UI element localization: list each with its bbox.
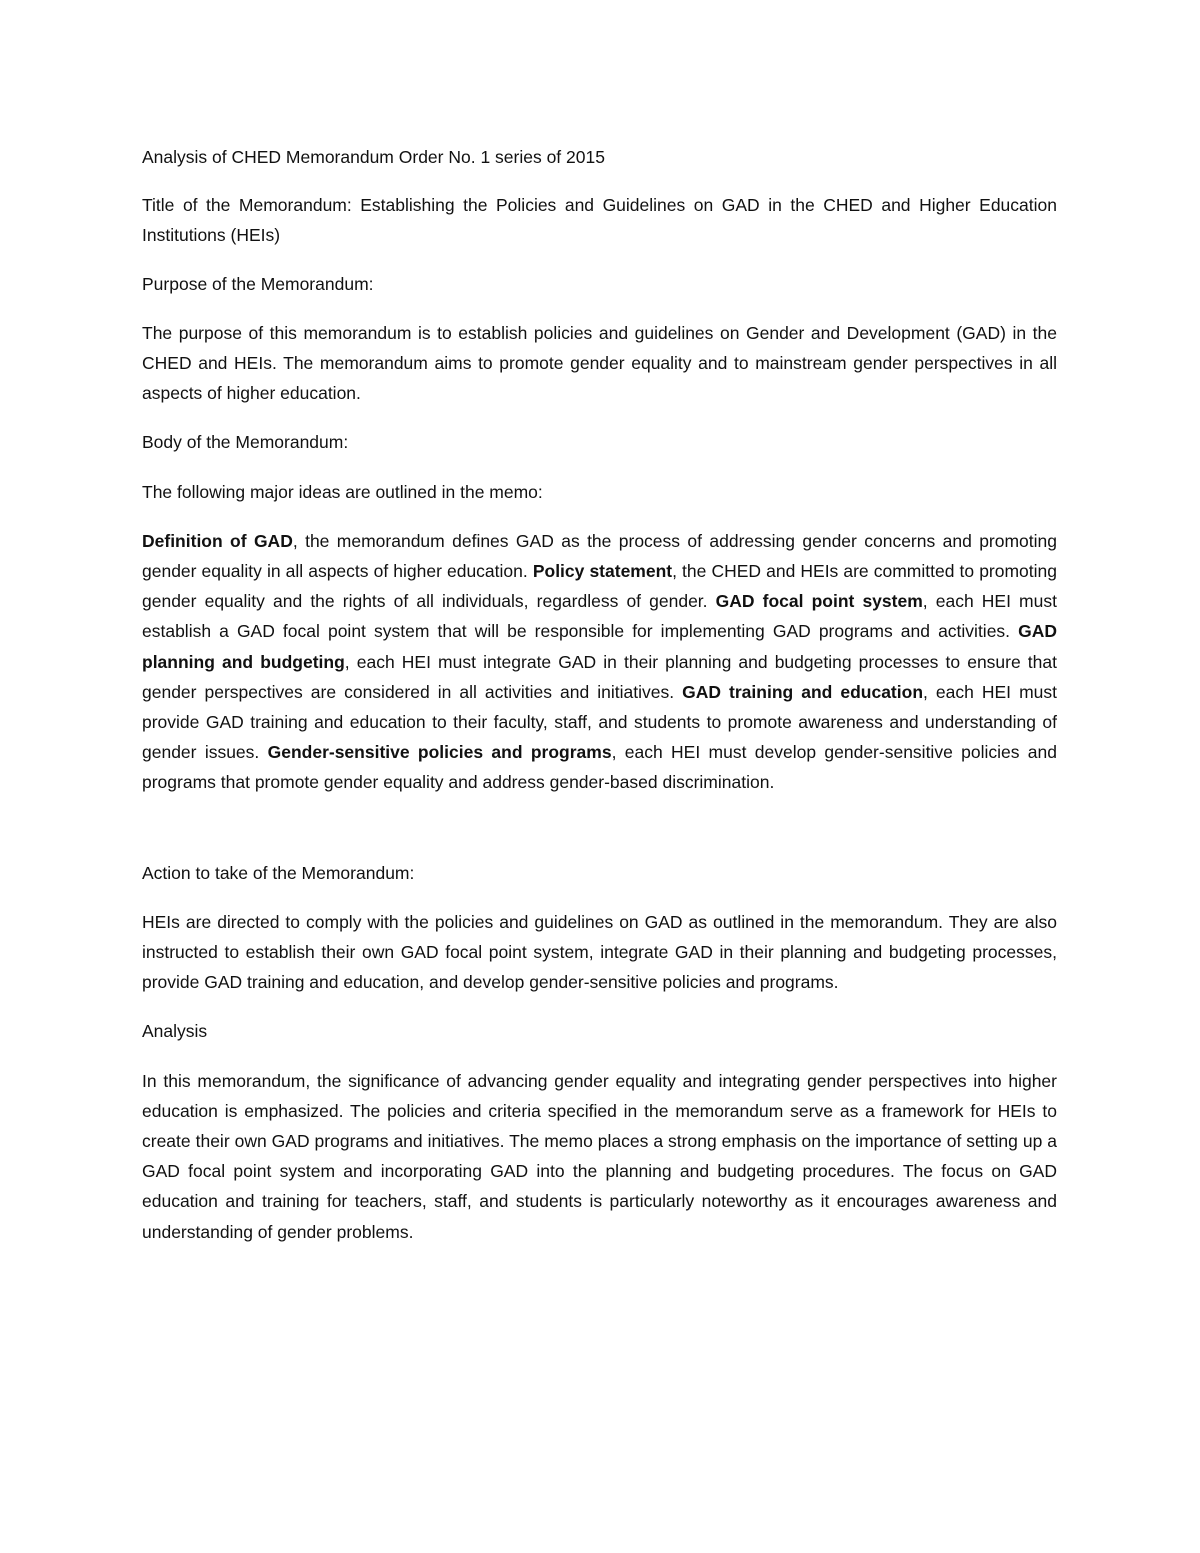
text-gad-planning-budgeting: , each HEI must integrate GAD in their planning and budgeting processes to ensure that gender perspectives are considered in all activities and initiatives.: [142, 651, 1057, 702]
term-gad-focal-point-system: GAD focal point system: [715, 591, 923, 612]
document-heading: Analysis of CHED Memorandum Order No. 1 series of 2015: [142, 147, 605, 167]
term-gad-planning-budgeting: GAD planning and budgeting: [142, 621, 1057, 672]
text-policy-statement: , the CHED and HEIs are committed to promoting gender equality and the rights of all individuals, regardless of gender.: [142, 561, 1058, 612]
term-definition-of-gad: Definition of GAD: [142, 530, 293, 551]
analysis-paragraph: In this memorandum, the significance of advancing gender equality and integrating gender perspectives into higher education is emphasized. The policies and criteria specified in the memorandum serve as a framework for HEIs to create their own GAD programs and initiatives. The memo places a strong emphasis on the importance of setting up a GAD focal point system and incorporating GAD into the planning and budgeting procedures. The focus on GAD education and training for teachers, staff, and students is particularly noteworthy as it encourages awareness and understanding of gender problems.: [142, 1070, 1057, 1242]
text-gad-focal-point-system: , each HEI must establish a GAD focal point system that will be responsible for implementing GAD programs and activities.: [142, 591, 1057, 642]
body-paragraph: [142, 526, 1057, 798]
action-heading: Action to take of the Memorandum:: [142, 862, 415, 883]
purpose-paragraph: The purpose of this memorandum is to establish policies and guidelines on Gender and Development (GAD) in the CHED and HEIs. The memorandum aims to promote gender equality and to mainstream gender perspectives in all aspects of higher education.: [142, 322, 1057, 404]
action-paragraph: HEIs are directed to comply with the policies and guidelines on GAD as outlined in the memorandum. They are also instructed to establish their own GAD focal point system, integrate GAD in their planning and budgeting processes, provide GAD training and education, and develop gender-sensitive policies and programs.: [142, 911, 1057, 993]
purpose-heading: Purpose of the Memorandum:: [142, 273, 374, 294]
body-intro: The following major ideas are outlined in the memo:: [142, 481, 543, 502]
body-heading: Body of the Memorandum:: [142, 432, 349, 453]
term-policy-statement: Policy statement: [532, 561, 673, 582]
text-definition-of-gad: , the memorandum defines GAD as the process of addressing gender concerns and promoting gender equality in all aspects of higher education.: [142, 530, 1058, 582]
text-gender-sensitive-policies: , each HEI must develop gender-sensitive policies and programs that promote gender equality and address gender-based discrimination.: [142, 742, 1058, 793]
term-gender-sensitive-policies: Gender-sensitive policies and programs: [267, 742, 612, 763]
memorandum-title: Title of the Memorandum: Establishing the Policies and Guidelines on GAD in the CHED and Higher Education Institutions (HEIs): [142, 195, 1057, 246]
document-page: [142, 142, 1057, 1247]
term-gad-training-education: GAD training and education: [682, 681, 924, 702]
analysis-heading: Analysis: [142, 1021, 208, 1042]
text-gad-training-education: , each HEI must provide GAD training and education to their faculty, staff, and students to promote awareness and understanding of gender issues.: [142, 681, 1057, 763]
